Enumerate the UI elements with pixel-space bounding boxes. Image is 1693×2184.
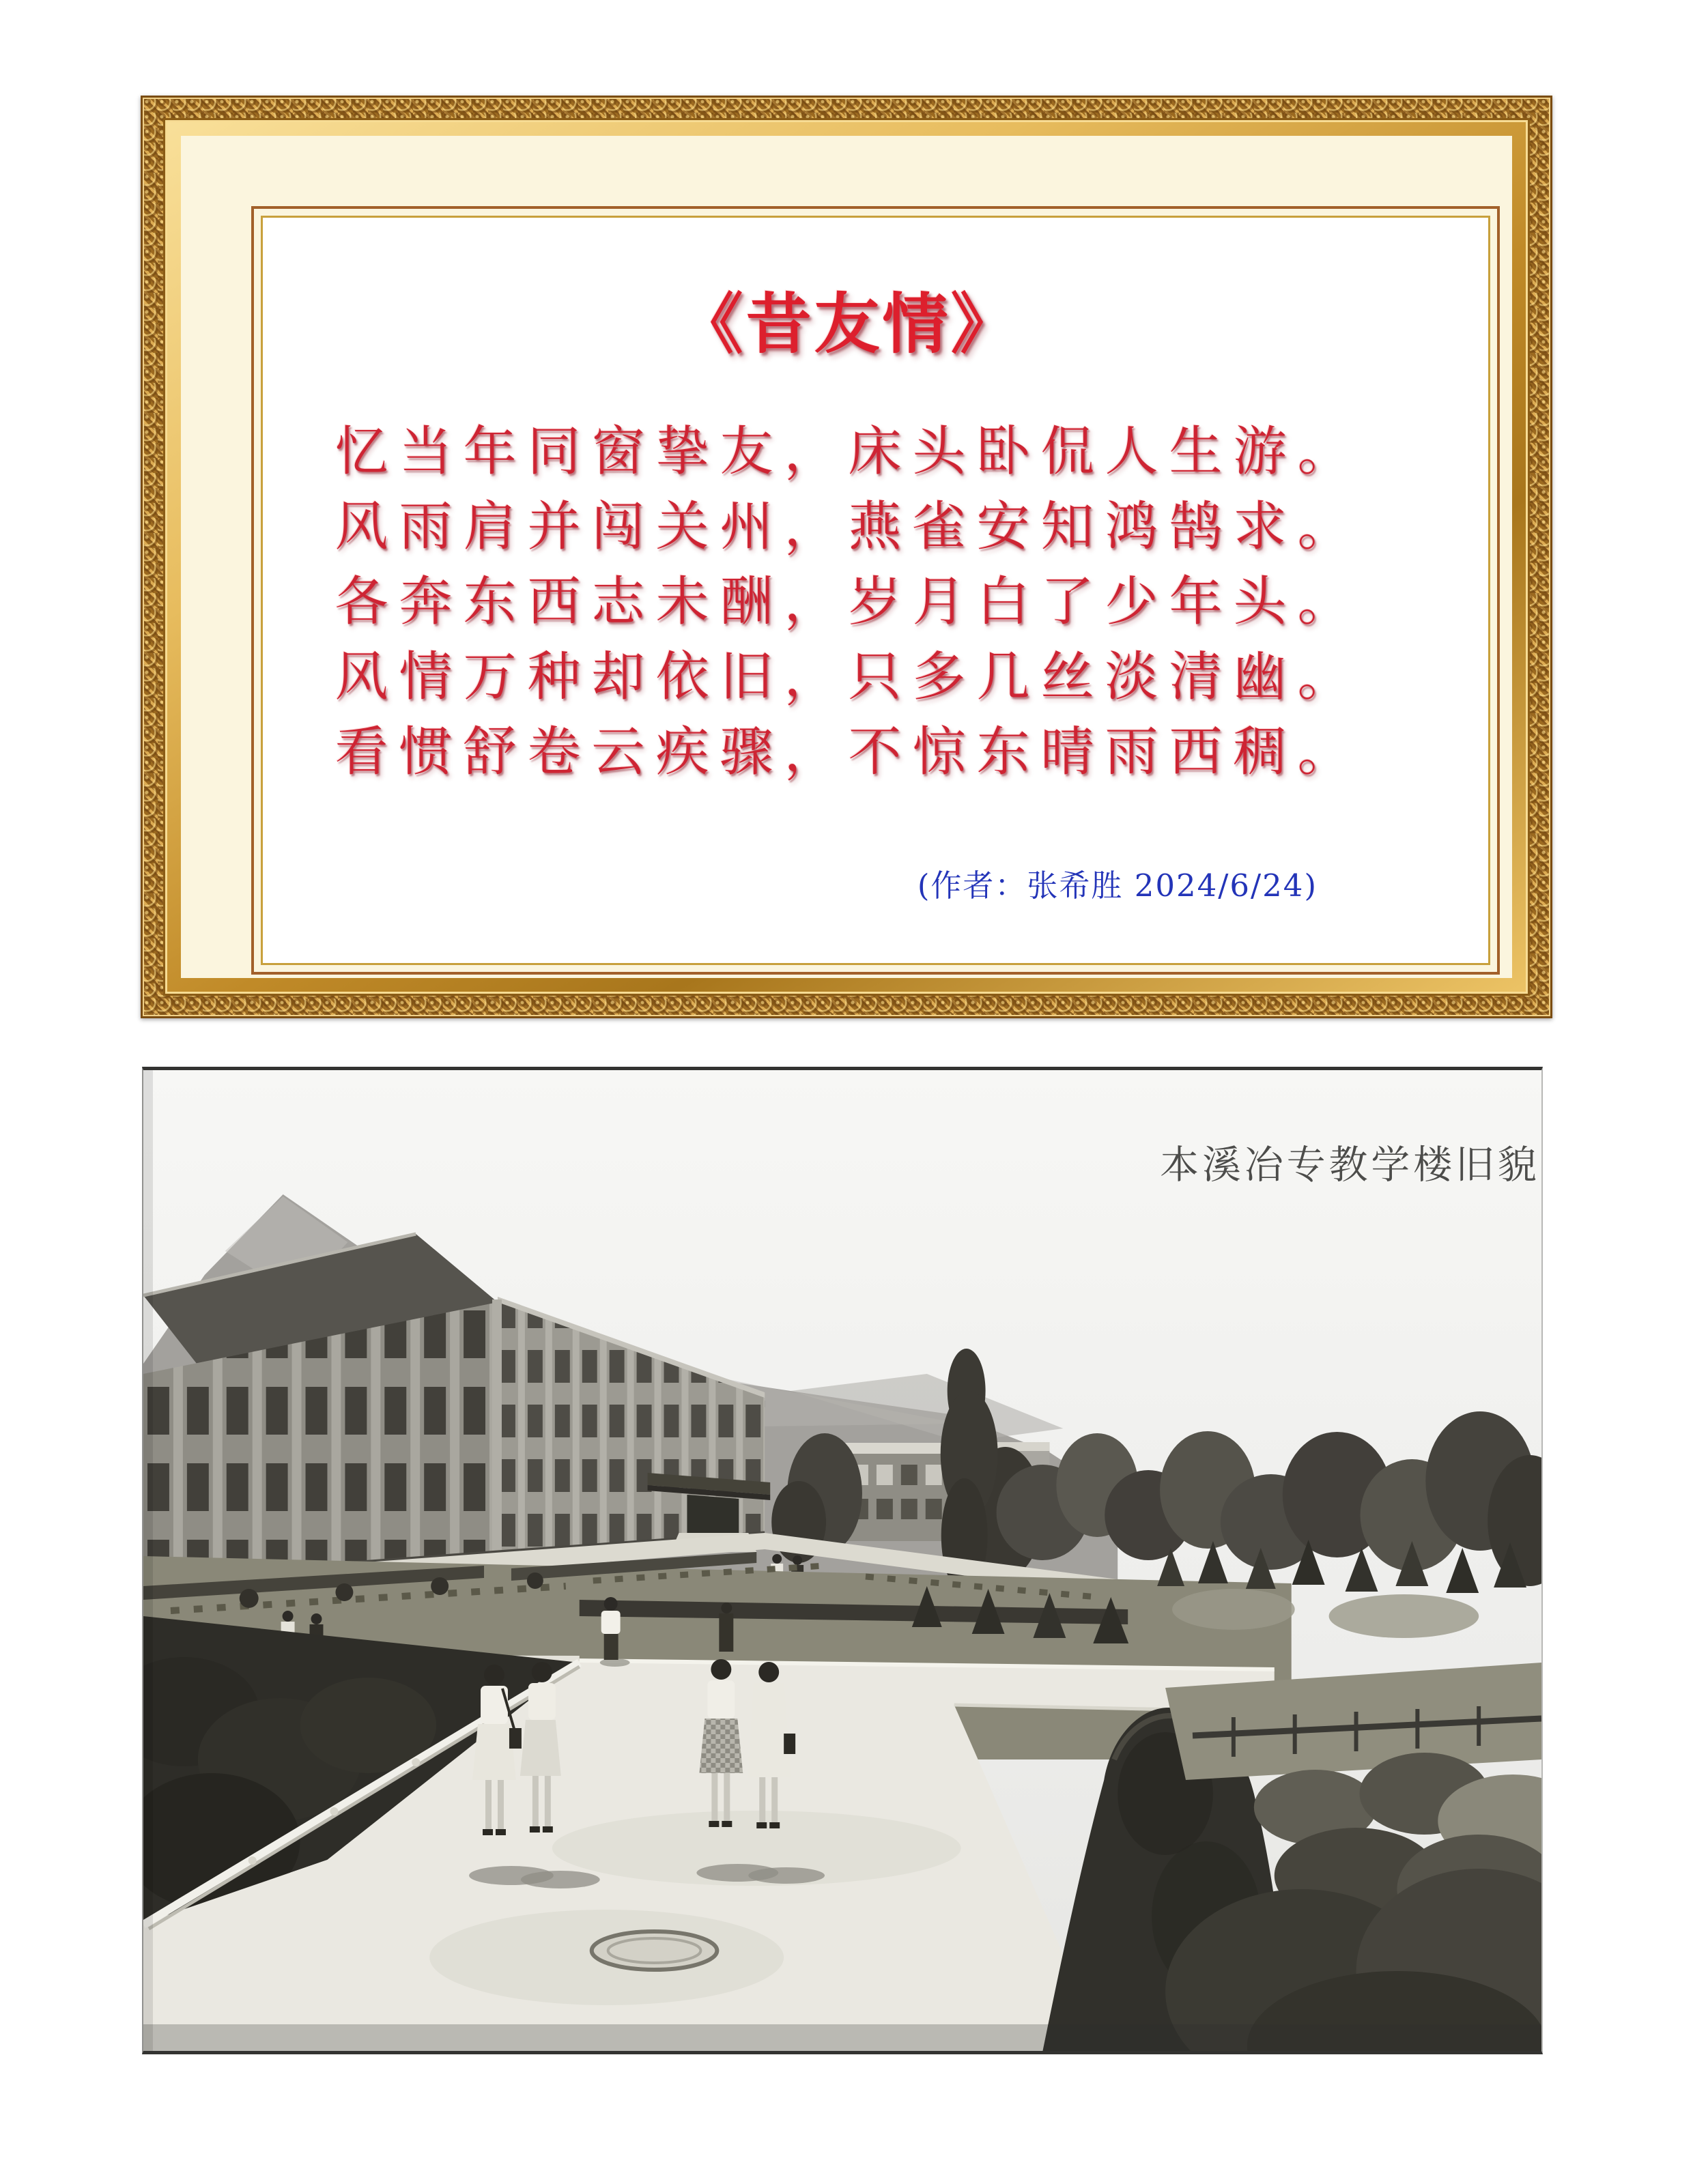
- poem-line: 忆当年同窗挚友，床头卧侃人生游。: [335, 420, 1362, 483]
- poem-body: [335, 414, 1361, 790]
- poem-frame: [141, 96, 1552, 1018]
- poem-panel: [263, 218, 1488, 963]
- entrance-door: [687, 1495, 739, 1533]
- poem-line: 风情万种却依旧，只多几丝淡清幽。: [335, 646, 1362, 708]
- campus-photo-scene: [143, 1070, 1541, 2051]
- frame-gold-band: [163, 118, 1530, 996]
- frame-ornate-border: [141, 96, 1552, 1018]
- poem-line: 看惯舒卷云疾骤，不惊东晴雨西稠。: [335, 721, 1362, 783]
- poem-line: 各奔东西志未酬，岁月白了少年头。: [335, 571, 1362, 633]
- campus-photo: [142, 1067, 1543, 2054]
- poem-content: [263, 218, 1461, 905]
- photo-caption: 本溪冶专教学楼旧貌: [1160, 1142, 1540, 1188]
- poem-line: 风雨肩并闯关州，燕雀安知鸿鹄求。: [335, 495, 1362, 558]
- frame-mat: [181, 136, 1512, 978]
- poem-title: 《昔友情》: [677, 285, 1019, 362]
- poem-attribution: (作者：张希胜 2024/6/24): [917, 867, 1318, 904]
- manhole-cover: [592, 1931, 717, 1970]
